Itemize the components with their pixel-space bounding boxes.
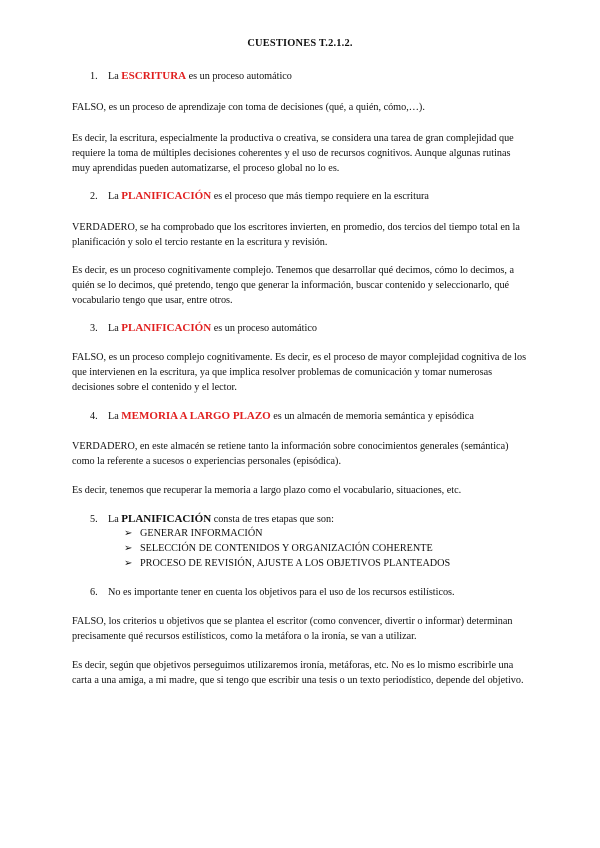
question-3 [90, 321, 550, 336]
list-item-label: SELECCIÓN DE CONTENIDOS Y ORGANIZACIÓN COHERENTE [140, 543, 433, 554]
answer-1-verdict: FALSO, es un proceso de aprendizaje con toma de decisiones (qué, a quién, cómo,…). [72, 102, 425, 113]
question-highlight: MEMORIA A LARGO PLAZO [121, 410, 271, 422]
question-statement: es un almacén de memoria semántica y episódica [270, 411, 474, 422]
question-prefix: La [108, 191, 122, 202]
answer-6-verdict: FALSO, los criterios u objetivos que se plantea el escritor (como convencer, divertir o informar) determinan precisamente qué recursos estilísticos, como la metáfora o la ironía, se van a utilizar. [72, 616, 513, 642]
question-number: 5. [90, 514, 98, 525]
answer-4-verdict: VERDADERO, en este almacén se retiene tanto la información sobre conocimientos generales (semántica) como la referente a sucesos o experiencias personales (episódica). [72, 441, 509, 467]
question-highlight: PLANIFICACIÓN [121, 322, 212, 334]
question-2 [90, 189, 550, 204]
question-statement: es el proceso que más tiempo requiere en la escritura [211, 191, 429, 202]
question-number: 4. [90, 411, 98, 422]
page-title: CUESTIONES T.2.1.2. [247, 38, 353, 49]
planning-stages-list [124, 526, 524, 571]
answer-4-explanation: Es decir, tenemos que recuperar la memoria a largo plazo como el vocabulario, situaciones, etc. [72, 485, 462, 496]
question-statement: No es importante tener en cuenta los objetivos para el uso de los recursos estilísticos. [108, 587, 455, 598]
question-number: 6. [90, 587, 98, 598]
list-item [124, 541, 524, 556]
question-prefix: La [108, 411, 122, 422]
question-4 [90, 409, 550, 424]
question-number: 3. [90, 323, 98, 334]
arrow-bullet-icon: ➢ [124, 558, 133, 569]
arrow-bullet-icon: ➢ [124, 528, 133, 539]
question-statement: consta de tres etapas que son: [211, 514, 334, 525]
question-6 [90, 585, 550, 600]
question-statement: es un proceso automático [186, 71, 292, 82]
answer-2-explanation: Es decir, es un proceso cognitivamente complejo. Tenemos que desarrollar qué decimos, cómo lo decimos, a quién se lo decimos, qué pretendo, tengo que generar la información, buscar contenido y seleccionarlo, qué vocabulario tengo que usar, entre otros. [72, 265, 514, 306]
question-highlight: ESCRITURA [121, 70, 187, 82]
question-prefix: La [108, 323, 122, 334]
question-prefix: La [108, 514, 122, 525]
question-1 [90, 69, 550, 84]
list-item-label: GENERAR INFORMACIÓN [140, 528, 263, 539]
question-number: 2. [90, 191, 98, 202]
question-5 [90, 512, 550, 527]
answer-1-explanation: Es decir, la escritura, especialmente la productiva o creativa, se considera una tarea de gran complejidad que requiere la toma de múltiples decisiones coherentes y el uso de recursos cognitivos. Aunque algunas rutinas muy aprendidas pueden automatizarse, el proceso global no lo es. [72, 133, 514, 174]
list-item-label: PROCESO DE REVISIÓN, AJUSTE A LOS OBJETIVOS PLANTEADOS [140, 558, 451, 569]
answer-2-verdict: VERDADERO, se ha comprobado que los escritores invierten, en promedio, dos tercios del tiempo total en la planificación y solo el tercio restante en la escritura y revisión. [72, 222, 520, 248]
question-prefix: La [108, 71, 122, 82]
answer-6-explanation: Es decir, según que objetivos perseguimos utilizaremos ironía, metáforas, etc. No es lo mismo escribirle una carta a una amiga, a mi madre, que si tengo que escribir una tesis o un texto periodístico, depende del objetivo. [72, 660, 524, 686]
question-highlight: PLANIFICACIÓN [121, 513, 212, 525]
question-statement: es un proceso automático [211, 323, 317, 334]
question-highlight: PLANIFICACIÓN [121, 190, 212, 202]
question-number: 1. [90, 71, 98, 82]
list-item [124, 526, 524, 541]
answer-3-verdict: FALSO, es un proceso complejo cognitivamente. Es decir, es el proceso de mayor complejidad cognitiva de los que intervienen en la escritura, ya que implica resolver problemas de comunicación y tomar numerosas decisiones sobre el contenido y el lector. [72, 352, 527, 393]
arrow-bullet-icon: ➢ [124, 543, 133, 554]
list-item [124, 556, 524, 571]
